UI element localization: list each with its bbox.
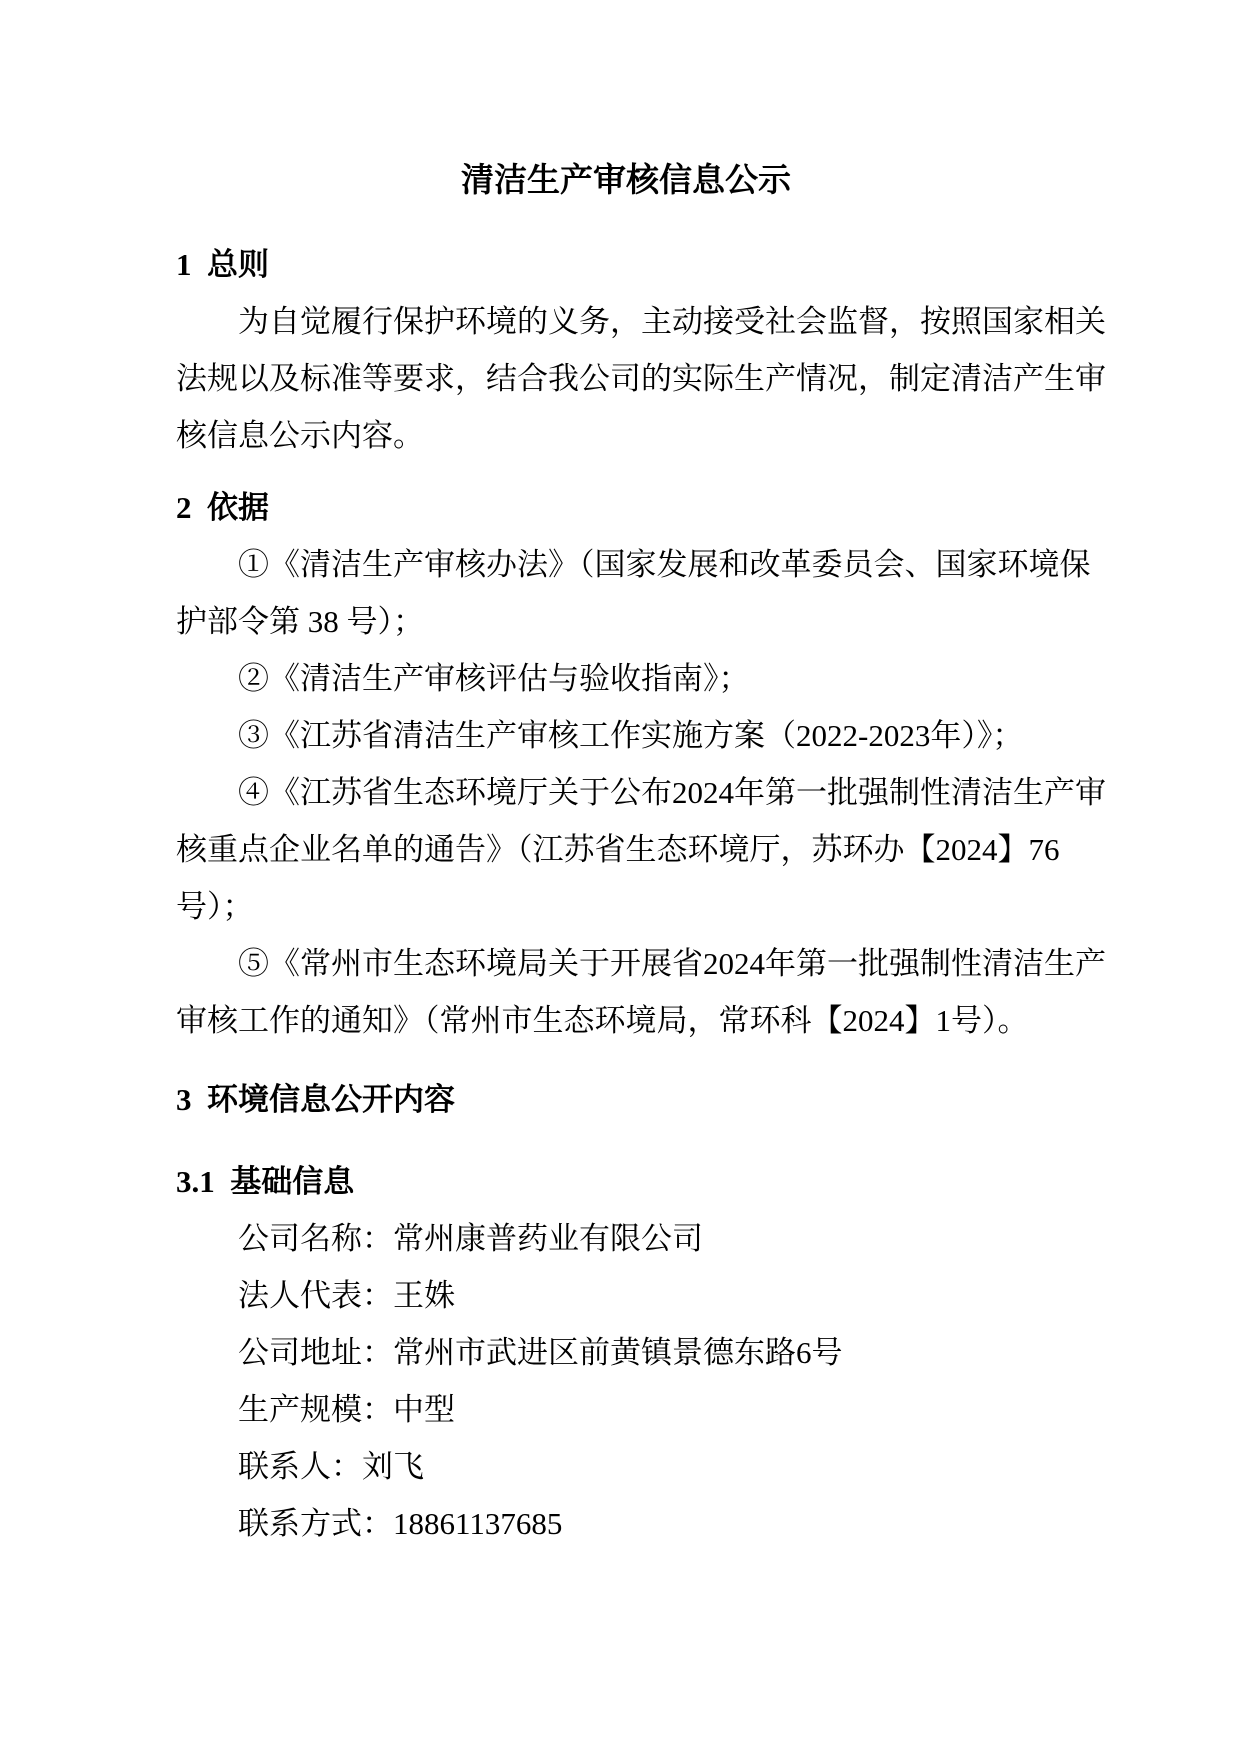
text-line: 护部令第 38 号）；: [176, 604, 424, 639]
text-line: ①《清洁生产审核办法》（国家发展和改革委员会、国家环境保: [238, 547, 1091, 582]
text-line: 核重点企业名单的通告》（江苏省生态环境厅，苏环办【2024】76: [176, 832, 1060, 867]
section-2-heading: 2 依据: [176, 490, 269, 525]
basis-item-5: [176, 935, 1106, 1049]
text-line: 为自觉履行保护环境的义务，主动接受社会监督，按照国家相关: [238, 304, 1106, 339]
section-3-heading: 3 环境信息公开内容: [176, 1082, 455, 1117]
basis-item-2: [176, 650, 1076, 707]
section-1-paragraph: [176, 293, 1106, 464]
text-line: 号）；: [176, 889, 254, 924]
legal-representative-line: 法人代表：王姝: [238, 1278, 455, 1313]
basic-info-list: [176, 1210, 1076, 1552]
company-address-line: 公司地址：常州市武进区前黄镇景德东路6号: [238, 1335, 843, 1370]
document-title: 清洁生产审核信息公示: [461, 163, 791, 199]
basis-item-4: [176, 764, 1106, 935]
basis-item-1: [176, 536, 1091, 650]
text-line: 核信息公示内容。: [176, 418, 424, 453]
text-line: ⑤《常州市生态环境局关于开展省2024年第一批强制性清洁生产: [238, 946, 1106, 981]
text-line: ③《江苏省清洁生产审核工作实施方案（2022-2023年）》；: [238, 718, 1024, 753]
text-line: ④《江苏省生态环境厅关于公布2024年第一批强制性清洁生产审: [238, 775, 1106, 810]
company-name-line: 公司名称：常州康普药业有限公司: [238, 1221, 703, 1256]
production-scale-line: 生产规模：中型: [238, 1392, 455, 1427]
contact-person-line: 联系人：刘飞: [238, 1449, 424, 1484]
section-1-heading: 1 总则: [176, 247, 269, 282]
text-line: 法规以及标准等要求，结合我公司的实际生产情况，制定清洁产生审: [176, 361, 1106, 396]
section-3-1-heading: 3.1 基础信息: [176, 1164, 355, 1199]
contact-phone-line: 联系方式：18861137685: [238, 1506, 563, 1541]
text-line: 审核工作的通知》（常州市生态环境局，常环科【2024】1号）。: [176, 1003, 1029, 1038]
basis-item-3: [176, 707, 1076, 764]
text-line: ②《清洁生产审核评估与验收指南》；: [238, 661, 750, 696]
